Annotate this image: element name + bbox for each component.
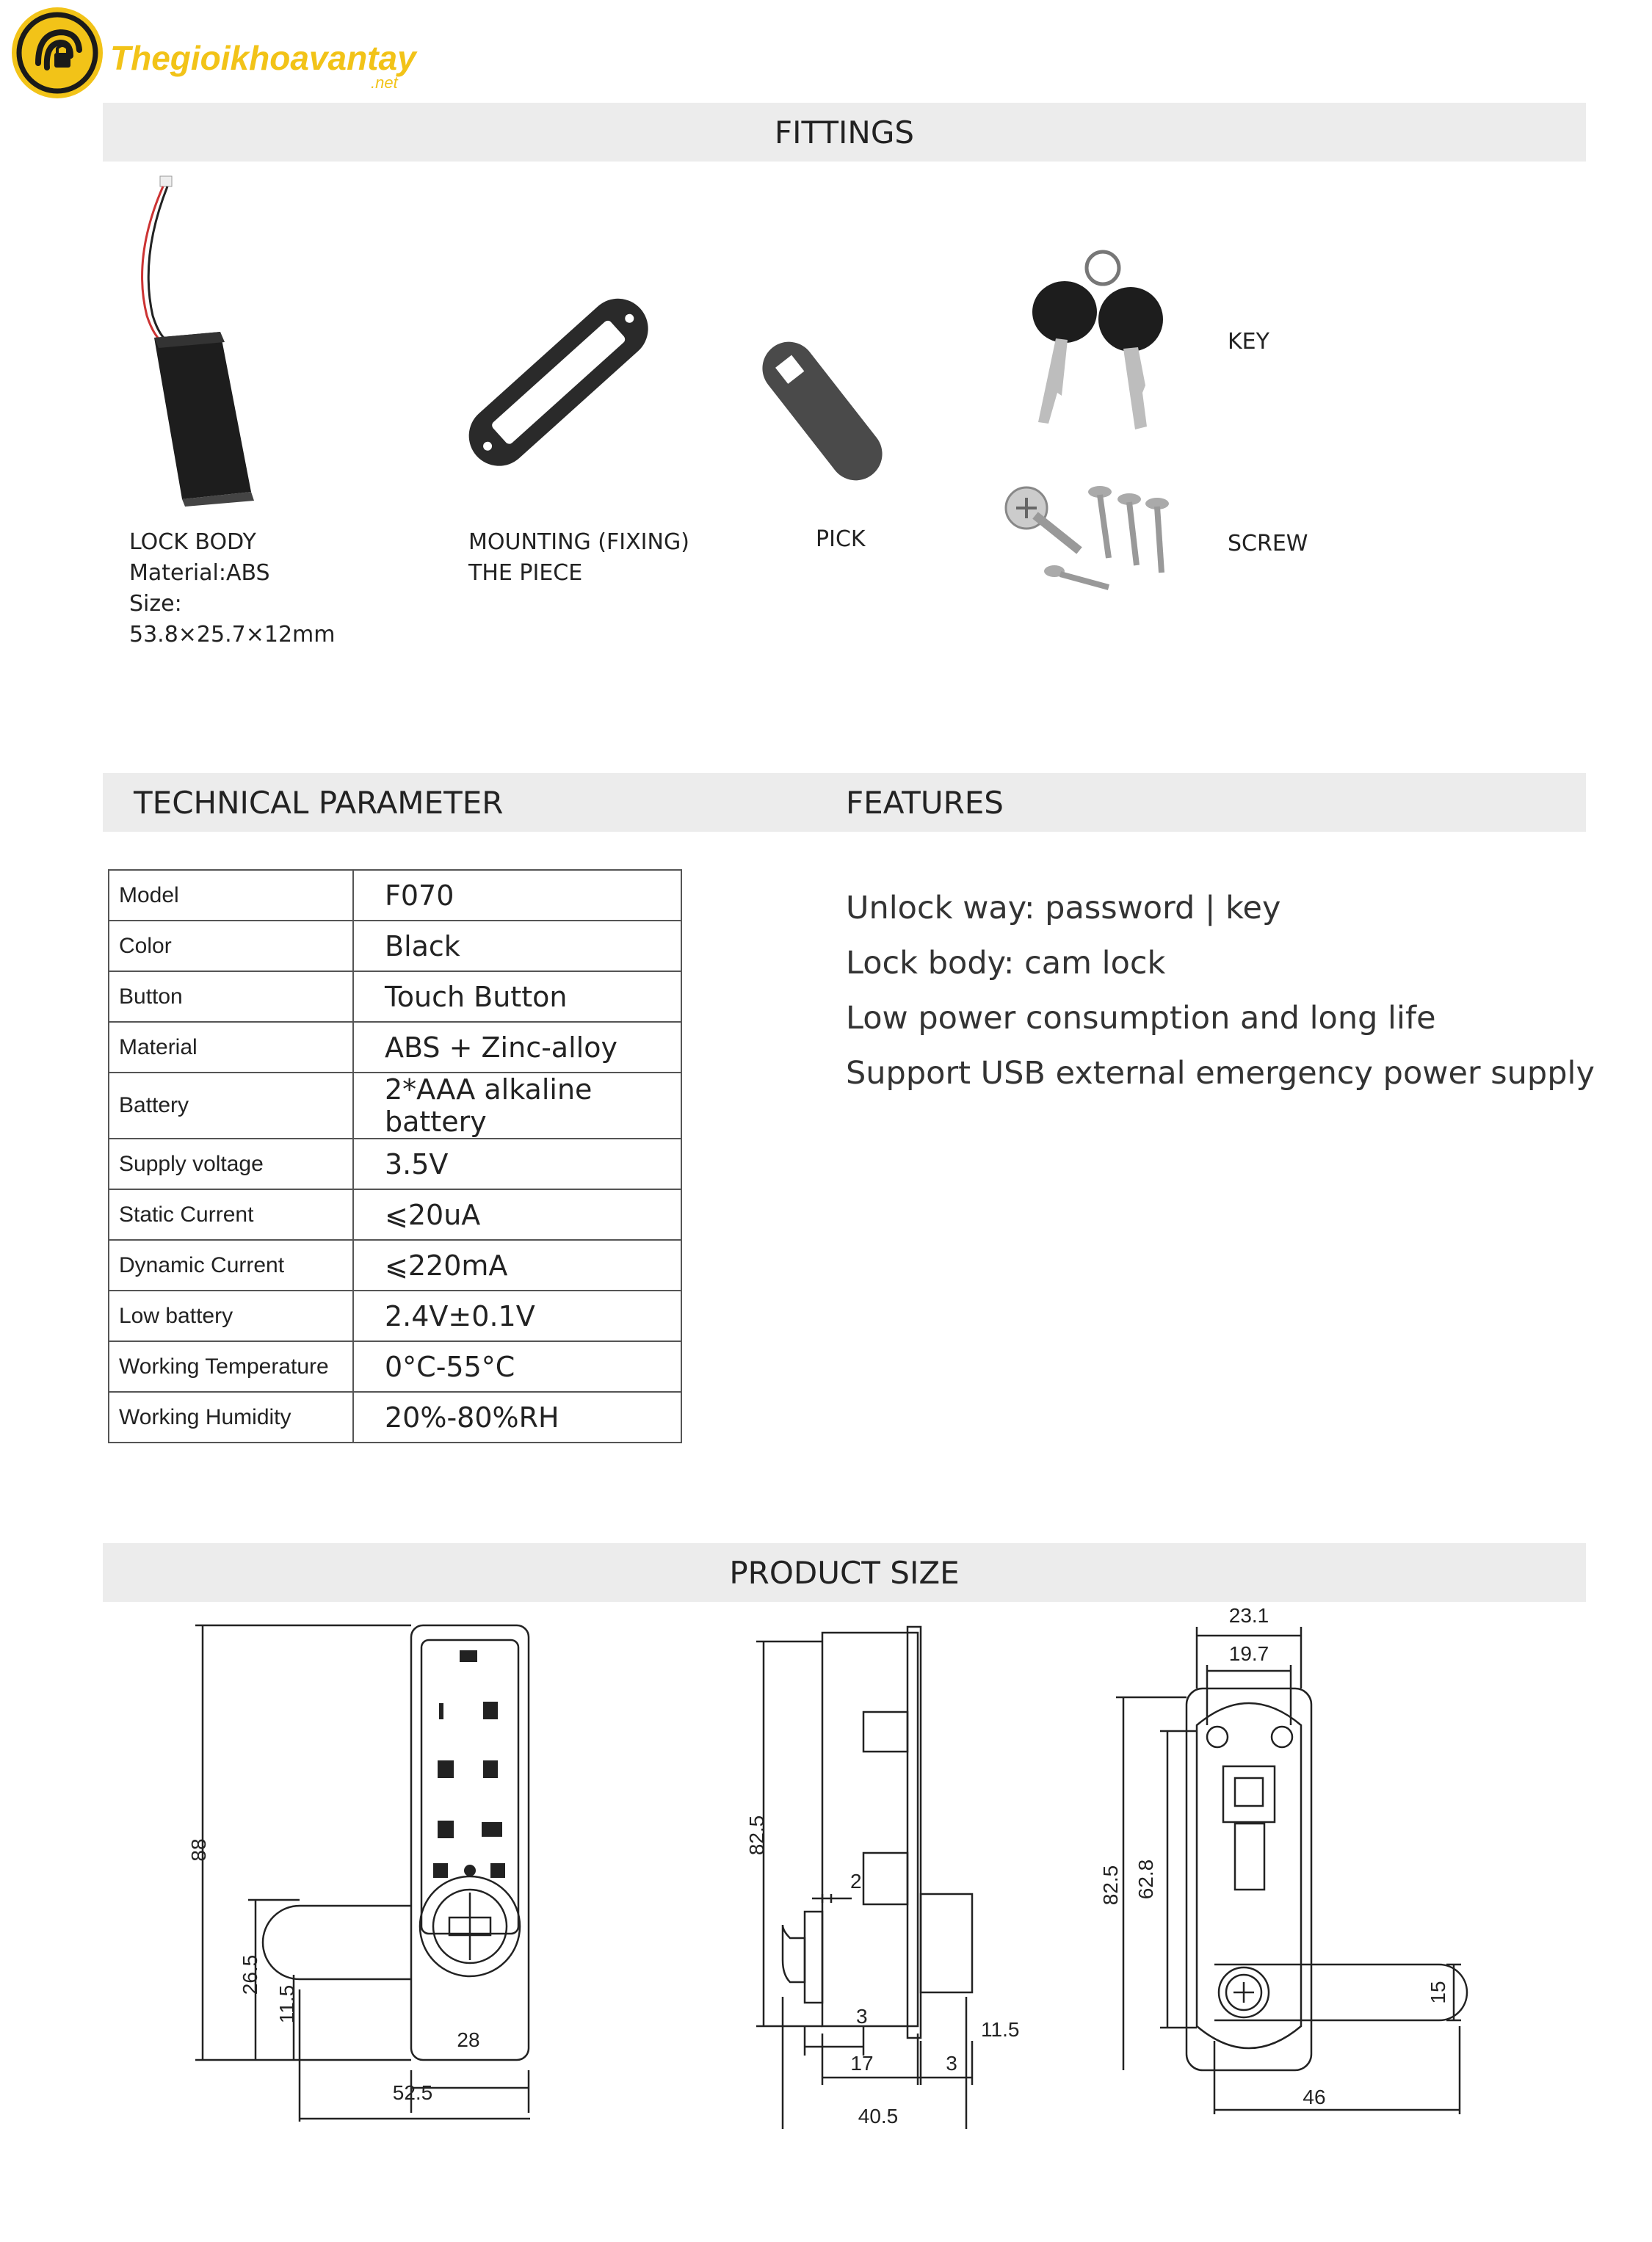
param-value: F070	[353, 870, 681, 921]
lock-body-line-2: Material:ABS	[129, 560, 270, 586]
param-value: 0°C-55°C	[353, 1341, 681, 1392]
param-value: 2.4V±0.1V	[353, 1291, 681, 1341]
param-key: Static Current	[109, 1189, 353, 1240]
mounting-caption	[468, 527, 689, 589]
front-lower-label: 26.5	[239, 1954, 261, 1995]
mounting-plate-image	[441, 279, 675, 485]
lock-body-line-3: Size:	[129, 591, 182, 617]
table-row	[109, 870, 681, 921]
back-view-drawing	[1094, 1600, 1490, 2129]
table-row	[109, 1073, 681, 1139]
param-value: Black	[353, 921, 681, 971]
feature-item: Unlock way: password | key	[846, 890, 1281, 926]
front-height-label: 88	[187, 1838, 210, 1862]
mounting-line-2: THE PIECE	[468, 560, 583, 586]
back-cam-label: 15	[1427, 1981, 1449, 2004]
front-total-label: 52.5	[392, 2081, 433, 2104]
pick-image	[734, 323, 910, 499]
product-size-header	[103, 1543, 1586, 1602]
param-key: Color	[109, 921, 353, 971]
side-view-drawing	[742, 1615, 1050, 2129]
brand-name: Thegioikhoavantay	[110, 39, 416, 77]
param-key: Battery	[109, 1073, 353, 1139]
pick-caption: PICK	[816, 526, 866, 552]
table-row	[109, 971, 681, 1022]
back-outer-label: 23.1	[1228, 1604, 1269, 1627]
fittings-title: FITTINGS	[774, 115, 915, 150]
keys-image	[1006, 246, 1189, 444]
table-row	[109, 1392, 681, 1443]
table-row	[109, 921, 681, 971]
front-view-drawing	[176, 1608, 558, 2136]
param-key: Working Humidity	[109, 1392, 353, 1443]
side-gap-label: 2	[850, 1870, 862, 1893]
table-row	[109, 1022, 681, 1073]
tech-title: TECHNICAL PARAMETER	[134, 785, 504, 821]
param-value: 20%-80%RH	[353, 1392, 681, 1443]
screws-image	[969, 470, 1189, 609]
back-inner-height-label: 62.8	[1134, 1859, 1157, 1900]
side-a-label: 3	[856, 2005, 868, 2028]
param-key: Dynamic Current	[109, 1240, 353, 1291]
side-d-label: 11.5	[981, 2018, 1020, 2041]
param-key: Low battery	[109, 1291, 353, 1341]
features-title: FEATURES	[846, 785, 1004, 821]
param-key: Working Temperature	[109, 1341, 353, 1392]
feature-item: Low power consumption and long life	[846, 1000, 1436, 1037]
side-total-label: 40.5	[858, 2105, 899, 2127]
side-height-label: 82.5	[745, 1815, 768, 1856]
feature-item: Support USB external emergency power supply	[846, 1055, 1595, 1092]
back-width-label: 46	[1303, 2086, 1326, 2108]
product-size-title: PRODUCT SIZE	[729, 1555, 960, 1591]
param-value: 2*AAA alkaline battery	[353, 1073, 681, 1139]
param-key: Supply voltage	[109, 1139, 353, 1189]
back-inner-label: 19.7	[1228, 1642, 1269, 1665]
param-value: ABS + Zinc-alloy	[353, 1022, 681, 1073]
lock-body-line-1: LOCK BODY	[129, 529, 256, 555]
fittings-header	[103, 103, 1586, 162]
param-value: ⩽20uA	[353, 1189, 681, 1240]
fingerprint-logo-icon	[9, 4, 106, 101]
side-c-label: 3	[946, 2052, 957, 2075]
param-value: 3.5V	[353, 1139, 681, 1189]
param-key: Model	[109, 870, 353, 921]
front-cam-label: 11.5	[275, 1984, 298, 2024]
param-value: Touch Button	[353, 971, 681, 1022]
table-row	[109, 1139, 681, 1189]
brand-sub: .net	[371, 73, 398, 92]
lock-body-image	[117, 169, 264, 507]
param-key: Material	[109, 1022, 353, 1073]
side-b-label: 17	[850, 2052, 874, 2075]
key-caption: KEY	[1228, 329, 1269, 355]
table-row	[109, 1291, 681, 1341]
param-key: Button	[109, 971, 353, 1022]
feature-item: Lock body: cam lock	[846, 945, 1166, 982]
parameter-table	[108, 869, 682, 1443]
table-row	[109, 1341, 681, 1392]
table-row	[109, 1240, 681, 1291]
mounting-line-1: MOUNTING (FIXING)	[468, 529, 689, 555]
tech-features-header	[103, 773, 1586, 832]
lock-body-line-4: 53.8×25.7×12mm	[129, 622, 336, 647]
front-width-label: 28	[457, 2028, 480, 2051]
back-height-label: 82.5	[1099, 1865, 1122, 1906]
table-row	[109, 1189, 681, 1240]
param-value: ⩽220mA	[353, 1240, 681, 1291]
lock-body-caption	[129, 527, 336, 650]
screw-caption: SCREW	[1228, 531, 1308, 556]
